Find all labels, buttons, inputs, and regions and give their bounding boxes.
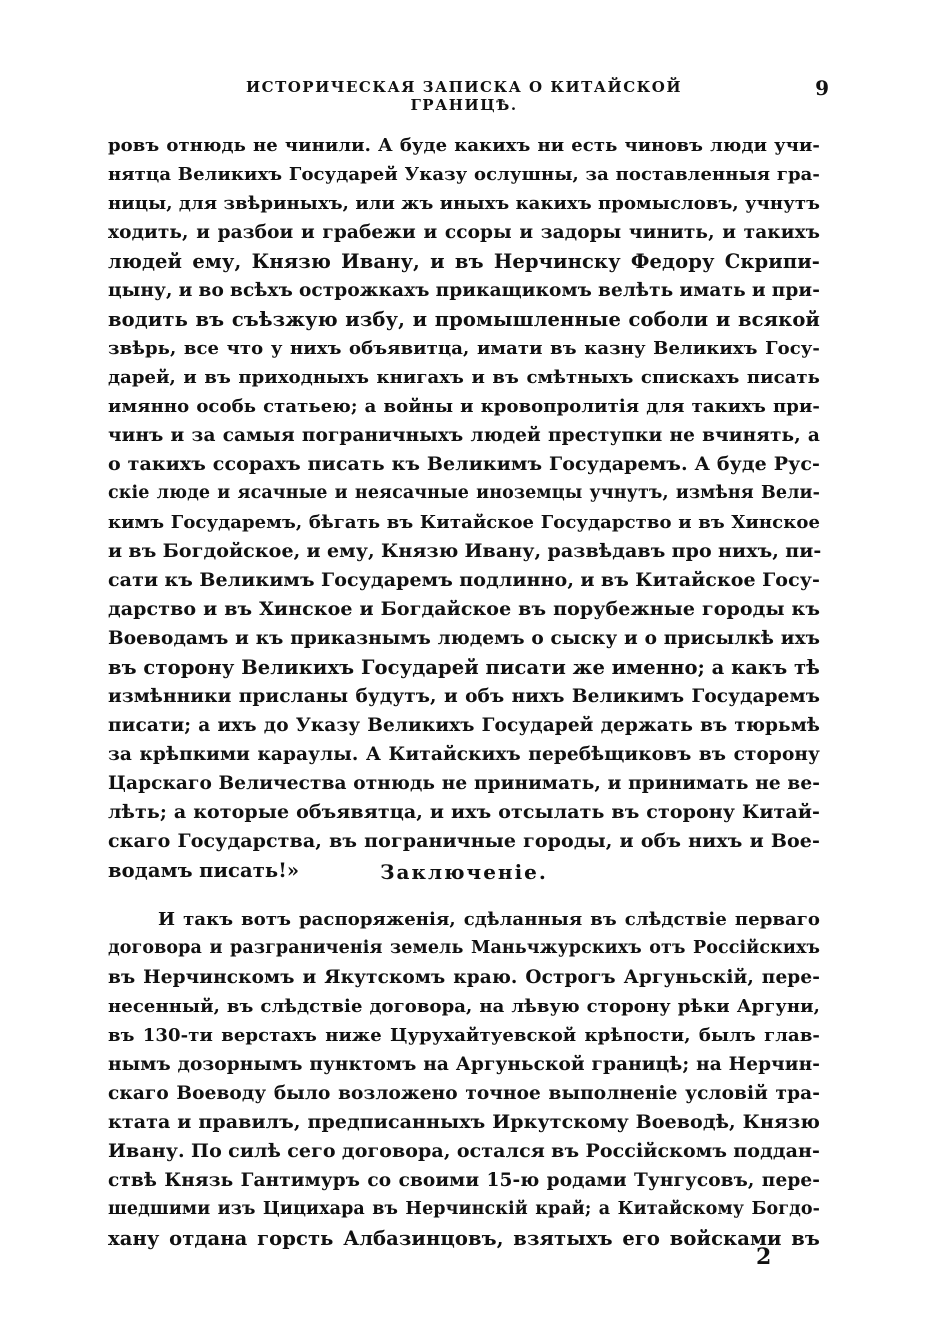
text-line: кимъ Государемъ, бѣгать въ Китайское Государство и въ Хинское — [108, 512, 820, 533]
text-line: ровъ отнюдь не чинили. А буде какихъ ни есть чиновъ люди учи- — [108, 135, 820, 156]
text-line: въ сторону Великихъ Государей писати же именно; а какъ тѣ — [108, 656, 820, 679]
text-line: дарство и въ Хинское и Богдайское въ порубежные городы къ — [108, 598, 820, 620]
text-line: чинъ и за самыя пограничныхъ людей преступки не вчинять, а — [108, 425, 820, 446]
text-line: ктата и правилъ, предписанныхъ Иркутскому Воеводѣ, Князю — [108, 1111, 820, 1133]
text-line: и въ Богдойское, и ему, Князю Ивану, развѣдавъ про нихъ, пи- — [108, 540, 822, 562]
page-number: 9 — [815, 76, 829, 100]
text-line: водамъ писать!» — [108, 859, 300, 882]
text-line: Ивану. По силѣ сего договора, остался въ Россійскомъ поддан- — [108, 1140, 820, 1162]
text-line: сати къ Великимъ Государемъ подлинно, и въ Китайское Госу- — [108, 569, 820, 591]
text-line: нятца Великихъ Государей Указу ослушны, за поставленныя гра- — [108, 164, 820, 185]
running-title: ИСТОРИЧЕСКАЯ ЗАПИСКА О КИТАЙСКОЙ ГРАНИЦѢ. — [245, 78, 683, 114]
paragraph-2 — [108, 905, 820, 1253]
text-line: въ Нерчинскомъ и Якутскомъ краю. Острогъ Аргуньскій, пере- — [108, 967, 820, 988]
text-line: хану отдана горсть Албазинцовъ, взятыхъ его войсками въ — [108, 1227, 820, 1250]
text-line: цыну, и во всѣхъ острожкахъ прикащикомъ велѣть имать и при- — [108, 280, 820, 301]
section-heading: Заключеніе. — [380, 860, 548, 884]
text-line: за крѣпкими караулы. А Китайскихъ перебѣщиковъ въ сторону — [108, 744, 820, 765]
text-line: измѣнники присланы будутъ, и объ нихъ Великимъ Государемъ — [108, 686, 820, 707]
text-line: людей ему, Князю Ивану, и въ Нерчинску Федору Скрипи- — [108, 250, 820, 273]
text-line: водить въ съѣзжую избу, и промышленные соболи и всякой — [108, 308, 820, 331]
text-line: шедшими изъ Цицихара въ Нерчинскій край; а Китайскому Богдо- — [108, 1199, 820, 1219]
text-line: писати; а ихъ до Указу Великихъ Государей держать въ тюрьмѣ — [108, 715, 820, 736]
text-line: дарей, и въ приходныхъ книгахъ и въ смѣтныхъ спискахъ писать — [108, 367, 820, 388]
text-line: о такихъ ссорахъ писать къ Великимъ Государемъ. А буде Рус- — [108, 453, 820, 475]
paragraph-1 — [108, 131, 820, 885]
text-line: несенный, въ слѣдствіе договора, на лѣвую сторону рѣки Аргуни, — [108, 996, 820, 1017]
signature-mark: 2 — [756, 1244, 772, 1270]
text-line: скіе люде и ясачные и неясачные иноземцы учнутъ, измѣня Вели- — [108, 483, 820, 503]
text-line: нымъ дозорнымъ пунктомъ на Аргуньской границѣ; на Нерчин- — [108, 1054, 820, 1075]
text-line: Воеводамъ и къ приказнымъ людемъ о сыску и о присылкѣ ихъ — [108, 628, 820, 649]
text-line: скаго Государства, въ пограничные городы, и объ нихъ и Вое- — [108, 830, 820, 852]
text-line: лѣть; а которые объявятца, и ихъ отсылать въ сторону Китай- — [108, 801, 820, 823]
text-line: договора и разграниченія земель Маньчжурскихъ отъ Россійскихъ — [108, 938, 820, 958]
text-line: ницы, для звѣриныхъ, или жъ иныхъ какихъ промысловъ, учнутъ — [108, 193, 820, 214]
text-line: имянно особь статьею; а войны и кровопролитія для такихъ при- — [108, 396, 820, 417]
text-line: Царскаго Величества отнюдь не принимать, и принимать не ве- — [108, 773, 820, 794]
text-line: ствѣ Князь Гантимуръ со своими 15-ю родами Тунгусовъ, пере- — [108, 1170, 820, 1191]
text-line: въ 130-ти верстахъ ниже Цурухайтуевской крѣпости, былъ глав- — [108, 1025, 820, 1046]
text-line: звѣрь, все что у нихъ объявитца, имати въ казну Великихъ Госу- — [108, 338, 820, 359]
text-line: И такъ вотъ распоряженія, сдѣланныя въ слѣдствіе перваго — [158, 909, 820, 930]
text-line: скаго Воеводу было возложено точное выполненіе условій тра- — [108, 1083, 820, 1104]
text-line: ходить, и разбои и грабежи и ссоры и задоры чинить, и такихъ — [108, 222, 820, 243]
